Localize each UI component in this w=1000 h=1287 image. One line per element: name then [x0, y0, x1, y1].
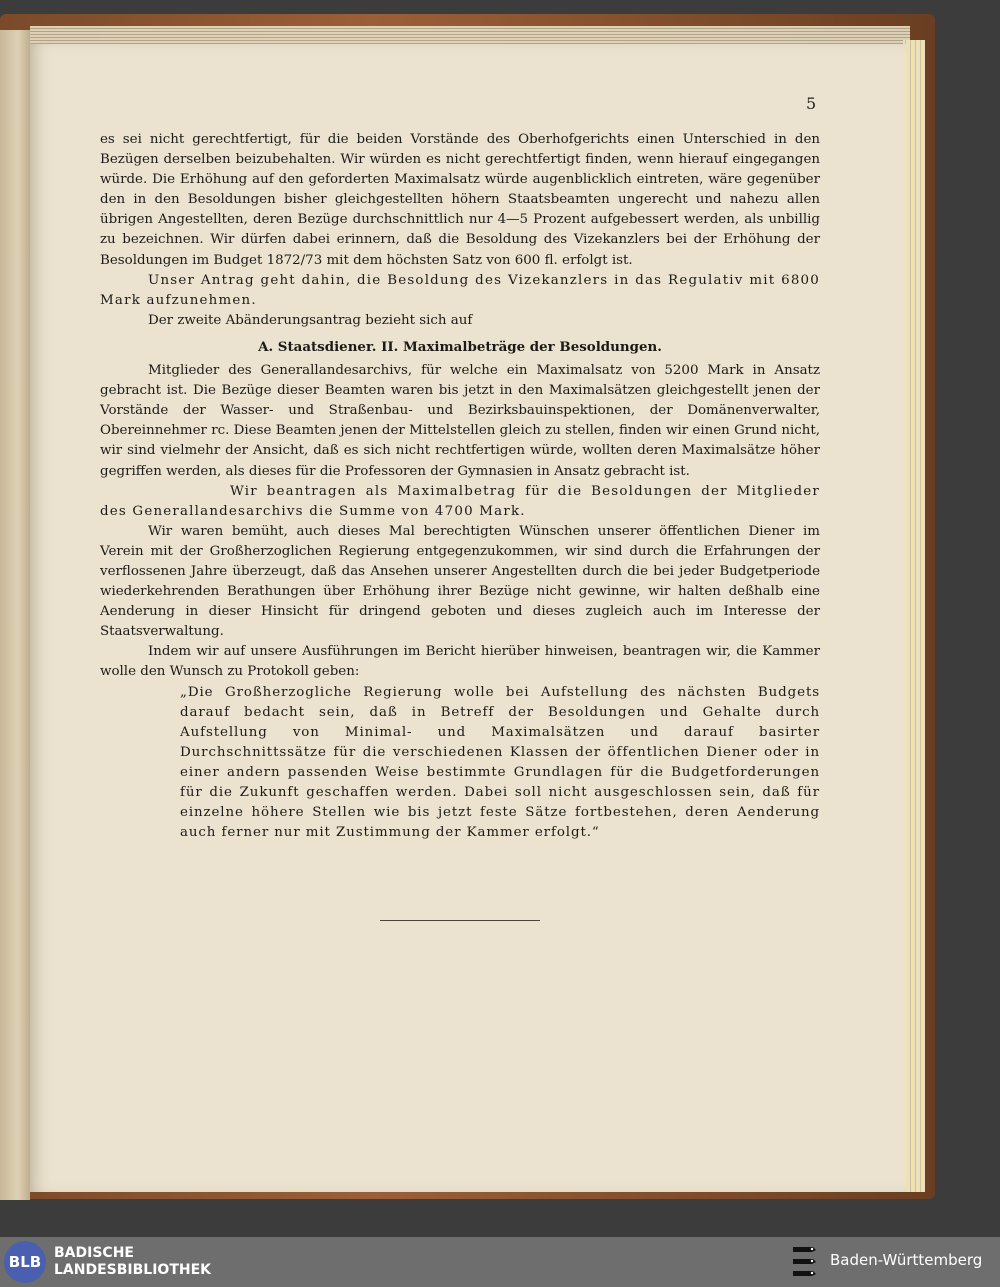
closing-rule [380, 920, 540, 921]
bw-name[interactable]: Baden-Württemberg [830, 1251, 983, 1269]
page-text [100, 130, 820, 843]
paragraph-4: Mitglieder des Generallandesarchivs, für welche ein Maximalsatz von 5200 Mark in Ansatz gebracht ist. Die Bezüge dieser Beamten waren bis jetzt in den Maximalsätzen gleichgestellt jenen der Vorstände der Wasser- und Straßenbau- und Bezirksbauinspektionen, der Domänenverwalter, Obereinnehmer rc. Diese Beamten jenen der Mittelstellen gleich zu stellen, finden wir einen Grund nicht, wir sind vielmehr der Ansicht, daß es sich nicht rechtfertigen würde, wollten deren Maximalsätze höher gegriffen werden, als dieses für die Professoren der Gymnasien in Ansatz gebracht ist. [100, 363, 820, 479]
motion-vizekanzler: Unser Antrag geht dahin, die Besoldung des Vizekanzlers in das Regulativ mit 6800 Mark aufzunehmen. [100, 272, 820, 308]
blb-name-line-1: BADISCHE [54, 1245, 134, 1261]
page-number: 5 [806, 94, 817, 113]
blb-logo[interactable]: BLB [4, 1241, 46, 1283]
paragraph-7: Indem wir auf unsere Ausführungen im Bericht hierüber hinweisen, beantragen wir, die Kammer wolle den Wunsch zu Protokoll geben: [100, 644, 820, 680]
paragraph-3: Der zweite Abänderungsantrag bezieht sich auf [148, 312, 473, 328]
section-heading: A. Staatsdiener. II. Maximalbeträge der Besoldungen. [258, 338, 662, 355]
paragraph-6: Wir waren bemüht, auch dieses Mal berechtigten Wünschen unserer öffentlichen Diener im Verein mit der Großherzoglichen Regierung entgegenzukommen, wir sind durch die Erfahrungen der verflossenen Jahre überzeugt, daß das Ansehen unserer Angestellten durch die bei jeder Budgetperiode wiederkehrenden Berathungen über Erhöhung ihrer Bezüge nicht gewinne, wir halten deßhalb eine Aenderung in dieser Hinsicht für dringend geboten und dieses zugleich auch im Interesse der Staatsverwaltung. [100, 523, 820, 640]
blb-name-line-2: LANDESBIBLIOTHEK [54, 1262, 212, 1278]
baden-wuerttemberg-lions-icon [790, 1243, 820, 1281]
left-page-edge [0, 30, 30, 1200]
quoted-resolution: „Die Großherzogliche Regierung wolle bei Aufstellung des nächsten Budgets darauf bedacht sein, daß in Betreff der Besoldungen und Gehalte durch Aufstellung von Minimal- und Maximalsätzen und darauf basirter Durchschnittssätze für die verschiedenen Klassen der öffentlichen Diener oder in einer andern passenden Weise bestimmte Grundlagen für die Budgetforderungen für die Zukunft geschaffen werden. Dabei soll nicht ausgeschlossen sein, daß für einzelne höhere Stellen wie bis jetzt feste Sätze fortbestehen, deren Aenderung auch ferner nur mit Zustimmung der Kammer erfolgt.“ [180, 684, 820, 841]
paragraph-1: es sei nicht gerechtfertigt, für die beiden Vorstände des Oberhofgerichts einen Unterschied in den Bezügen derselben beizubehalten. Wir würden es nicht gerechtfertigt finden, wenn hierauf eingegangen würde. Die Erhöhung auf den geforderten Maximalsatz würde augenblicklich eintreten, wäre gegenüber den in den Besoldungen bisher gleichgestellten höhern Staatsbeamten ungerecht und nahezu allen übrigen Angestellten, deren Bezüge durchschnittlich nur 4—5 Prozent aufgebessert werden, als unbillig zu bezeichnen. Wir dürfen dabei erinnern, daß die Besoldung des Vizekanzlers bei der Erhöhung der Besoldungen im Budget 1872/73 mit dem höchsten Satz von 600 fl. erfolgt ist. [100, 132, 820, 268]
page-stack-top [30, 26, 910, 46]
page-stack-right [903, 40, 925, 1192]
motion-generallandesarchiv: Wir beantragen als Maximalbetrag für die Besoldungen der Mitglieder des Generallandesarchivs die Summe von 4700 Mark. [100, 483, 820, 519]
blb-name[interactable] [54, 1245, 211, 1279]
footer-bar [0, 1237, 1000, 1287]
